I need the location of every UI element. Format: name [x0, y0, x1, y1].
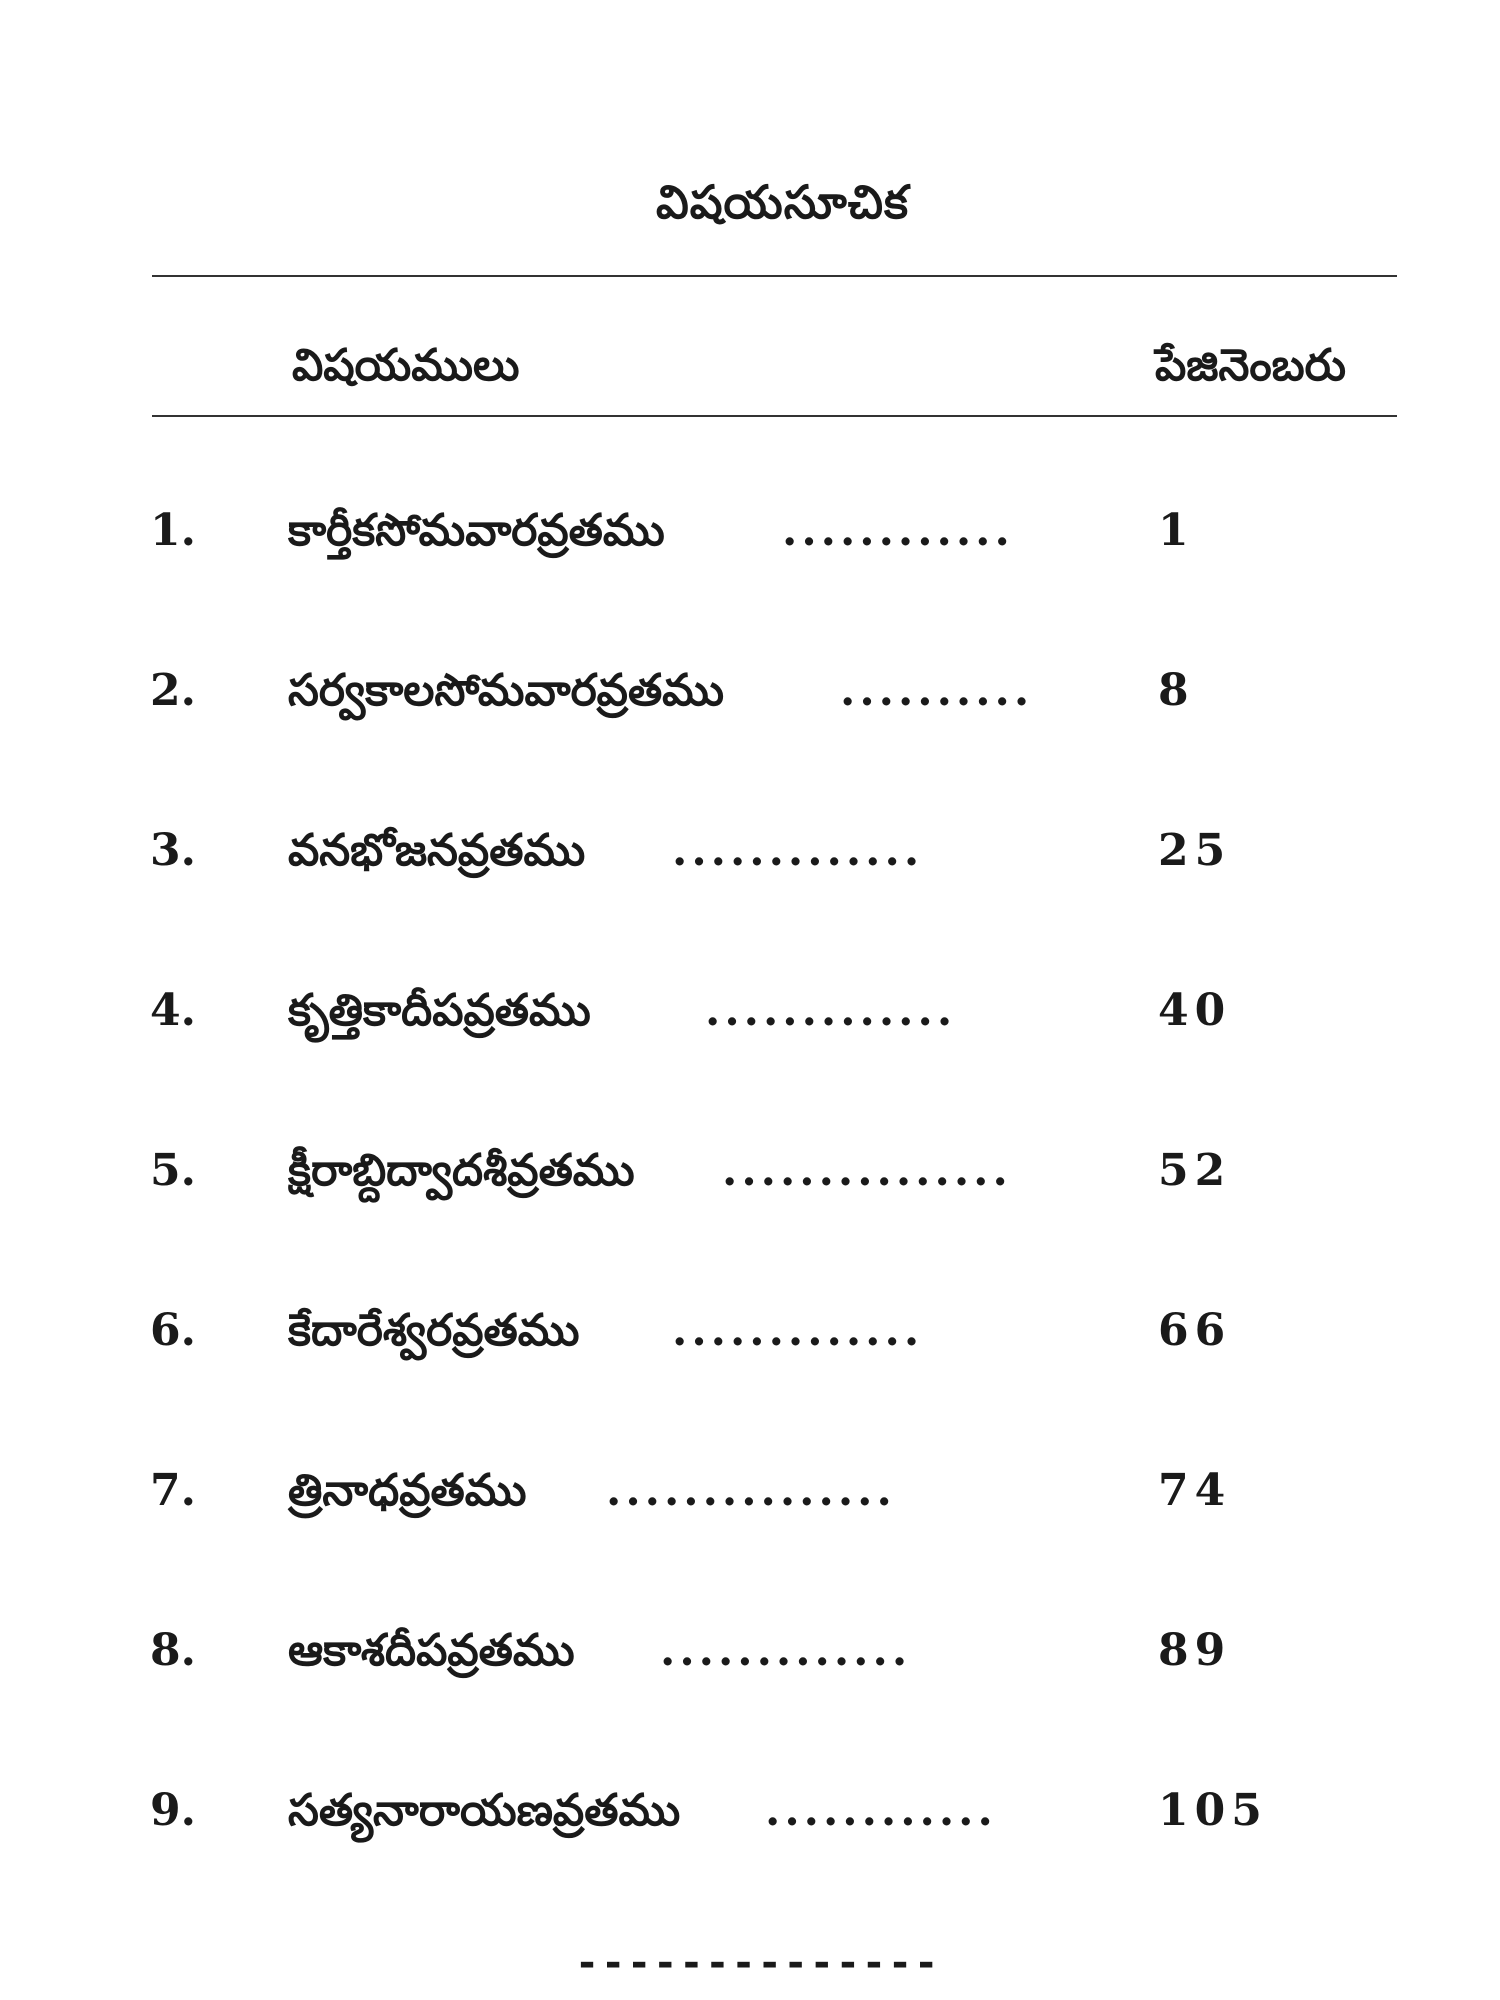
entry-title: కేదారేశ్వరవ్రతము — [288, 1305, 580, 1356]
toc-entry — [0, 1305, 1500, 1385]
dot-leader: ............. — [672, 825, 924, 876]
toc-entry — [0, 985, 1500, 1065]
entry-title: సర్వకాలసోమవారవ్రతము — [288, 665, 724, 716]
dot-leader: ............. — [672, 1305, 924, 1356]
dot-leader: ............. — [660, 1625, 912, 1676]
toc-entry — [0, 665, 1500, 745]
page-title: విషయసూచిక — [656, 175, 909, 229]
entry-page-number: 40 — [1158, 985, 1232, 1036]
entry-number: 6. — [150, 1305, 196, 1356]
dot-leader: ............ — [782, 505, 1014, 556]
entry-number: 9. — [150, 1785, 196, 1836]
entry-page-number: 52 — [1158, 1145, 1232, 1196]
top-divider — [152, 275, 1397, 277]
entry-title: సత్యనారాయణవ్రతము — [288, 1785, 681, 1836]
entry-title: త్రినాధవ్రతము — [288, 1465, 527, 1516]
toc-entry — [0, 1625, 1500, 1705]
dot-leader: .......... — [840, 665, 1034, 716]
entry-page-number: 105 — [1158, 1785, 1268, 1836]
entry-number: 5. — [150, 1145, 196, 1196]
dot-leader: ............... — [722, 1145, 1012, 1196]
dot-leader: ............... — [606, 1465, 896, 1516]
entry-number: 4. — [150, 985, 196, 1036]
entry-title: ఆకాశదీపవ్రతము — [288, 1625, 575, 1676]
column-header-subjects: విషయములు — [292, 340, 520, 391]
entry-page-number: 89 — [1158, 1625, 1232, 1676]
entry-number: 2. — [150, 665, 196, 716]
entry-title: కార్తీకసోమవారవ్రతము — [288, 505, 665, 556]
entry-page-number: 1 — [1158, 505, 1195, 556]
entry-title: క్షీరాబ్దిద్వాదశీవ్రతము — [288, 1145, 635, 1196]
header-divider — [152, 415, 1397, 417]
entry-number: 8. — [150, 1625, 196, 1676]
toc-entry — [0, 1465, 1500, 1545]
column-header-page-number: పేజినెంబరు — [1155, 340, 1346, 391]
entry-page-number: 25 — [1158, 825, 1232, 876]
toc-entry — [0, 1145, 1500, 1225]
entry-number: 3. — [150, 825, 196, 876]
entry-number: 7. — [150, 1465, 196, 1516]
entry-page-number: 8 — [1158, 665, 1195, 716]
end-mark: -------------- — [575, 1940, 941, 1986]
toc-entry — [0, 505, 1500, 585]
dot-leader: ............. — [705, 985, 957, 1036]
dot-leader: ............ — [765, 1785, 997, 1836]
toc-entry — [0, 825, 1500, 905]
entry-title: కృత్తికాదీపవ్రతము — [288, 985, 591, 1036]
entry-title: వనభోజనవ్రతము — [288, 825, 586, 876]
entry-number: 1. — [150, 505, 196, 556]
entry-page-number: 74 — [1158, 1465, 1232, 1516]
toc-entry — [0, 1785, 1500, 1865]
entry-page-number: 66 — [1158, 1305, 1232, 1356]
